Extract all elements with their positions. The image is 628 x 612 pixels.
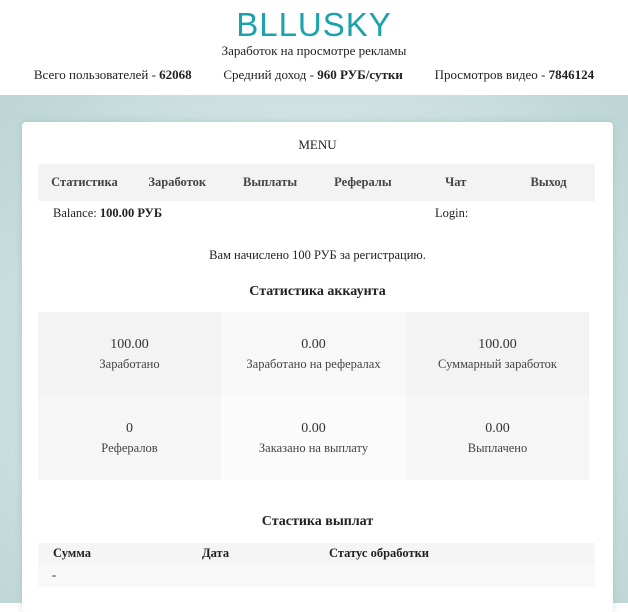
- site-tagline: Заработок на просмотре рекламы: [221, 43, 407, 58]
- nav-item-statistics[interactable]: Статистика: [51, 175, 118, 189]
- menu-title: MENU: [298, 137, 337, 152]
- site-logo[interactable]: BLLUSKY: [236, 6, 392, 43]
- payout-stats-title: Стастика выплат: [261, 514, 374, 529]
- stat-label: Всего пользователей -: [33, 67, 160, 82]
- global-stats-bar: [0, 67, 628, 83]
- stat-cell-label: Выплачено: [467, 440, 528, 455]
- stat-cell-label: Заработано на рефералах: [246, 356, 381, 371]
- stat-cell-label: Рефералов: [101, 440, 158, 455]
- nav-item-chat[interactable]: Чат: [445, 175, 467, 189]
- payout-table-header: [38, 543, 595, 565]
- stat-total-users: [34, 67, 192, 83]
- stat-cell-value: 0.00: [301, 336, 326, 352]
- stat-label: Просмотров видео -: [434, 67, 549, 82]
- column-header-date: Дата: [202, 546, 230, 560]
- nav-item-payouts[interactable]: Выплаты: [243, 175, 298, 189]
- table-cell-amount: -: [52, 568, 57, 582]
- balance-label: Balance:: [53, 206, 100, 220]
- table-row: [38, 565, 595, 587]
- stat-cell-earned: [38, 312, 221, 396]
- stat-cell-value: 0: [126, 420, 133, 436]
- stat-value: 960 РУБ/сутки: [317, 67, 403, 82]
- nav-item-referrals[interactable]: Рефералы: [334, 175, 392, 189]
- stat-cell-value: 0.00: [301, 420, 326, 436]
- balance-value: 100.00 РУБ: [99, 206, 163, 220]
- stat-value: 7846124: [548, 67, 595, 82]
- stat-average-income: [223, 67, 402, 83]
- stat-value: 62068: [159, 67, 192, 82]
- stat-label: Средний доход -: [223, 67, 318, 82]
- main-card: [22, 122, 613, 612]
- stat-cell-referrals: [38, 396, 221, 480]
- stat-cell-label: Заказано на выплату: [258, 440, 369, 455]
- stat-cell-paid-out: [406, 396, 589, 480]
- account-stats-grid: [38, 312, 589, 480]
- column-header-status: Статус обработки: [329, 546, 430, 560]
- account-info-row: [53, 206, 593, 221]
- account-stats-title: Статистика аккаунта: [249, 284, 386, 299]
- stat-cell-value: 0.00: [485, 420, 510, 436]
- registration-notice: Вам начислено 100 РУБ за регистрацию.: [209, 248, 426, 262]
- stat-cell-value: 100.00: [110, 336, 149, 352]
- nav-item-logout[interactable]: Выход: [530, 175, 567, 189]
- stat-cell-label: Заработано: [99, 356, 160, 371]
- stat-cell-referral-earnings: [221, 312, 406, 396]
- main-nav: [38, 164, 595, 201]
- stat-cell-total-earnings: [406, 312, 589, 396]
- stat-video-views: [435, 67, 595, 83]
- stat-cell-label: Суммарный заработок: [438, 356, 557, 371]
- stat-cell-value: 100.00: [478, 336, 517, 352]
- column-header-amount: Сумма: [53, 546, 91, 560]
- site-header: [0, 0, 628, 59]
- login-label: Login:: [435, 206, 469, 220]
- stat-cell-ordered-payout: [221, 396, 406, 480]
- nav-item-earnings[interactable]: Заработок: [148, 175, 207, 189]
